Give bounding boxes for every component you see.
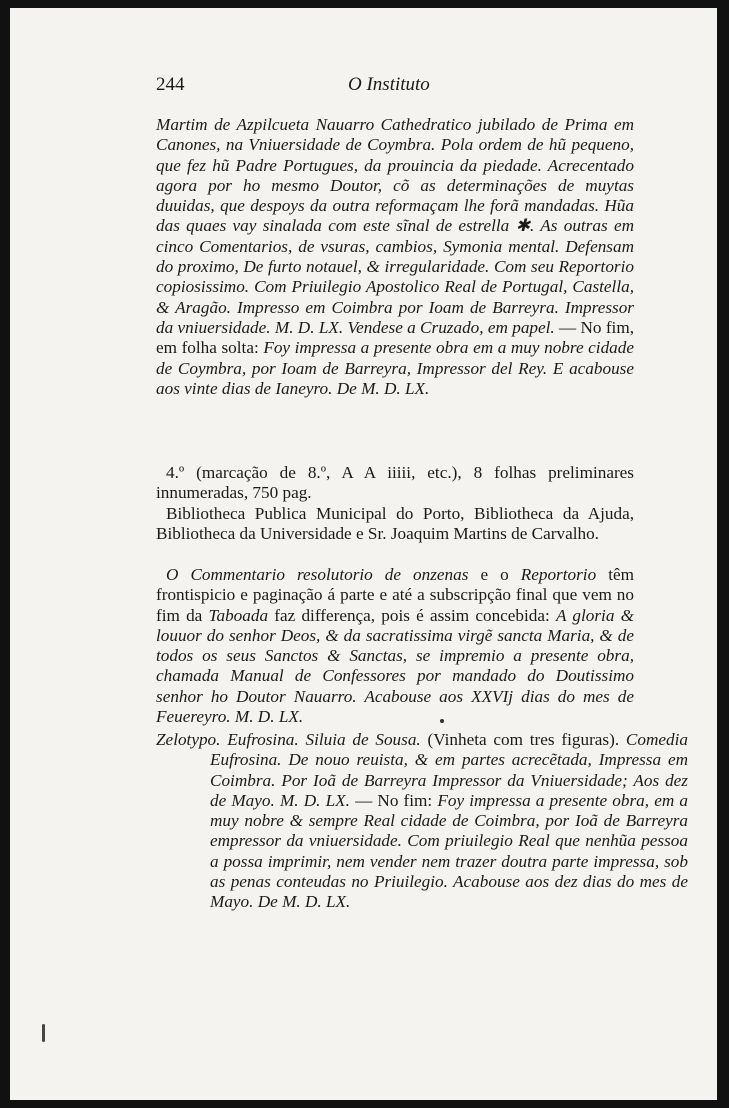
libraries-paragraph: Bibliotheca Publica Municipal do Porto, Bibliotheca da Ajuda, Bibliotheca da Universidade e Sr. Joaquim Martins de Carvalho. (156, 504, 634, 544)
margin-mark (42, 1024, 45, 1042)
separator-dot (440, 719, 444, 723)
entry-colophon-text: Foy impressa a presente obra em a muy nobre cidade de Coymbra, por Ioam de Barreyra, Impressor del Rey. E acabouse aos vinte dias de Ianeyro. De M. D. LX. (156, 338, 634, 398)
note-text: faz differença, pois é assim concebida: (268, 605, 556, 625)
note-text: têm frontispicio e paginação á parte e até a subscripção final que vem no fim da (156, 565, 634, 625)
entry-continuation (156, 115, 634, 399)
note-quotation: A gloria & louuor do senhor Deos, & da sacratissima virgẽ sancta Maria, & de todos os seus Sanctos & Sanctas, se impremio a presente obra, chamada Manual de Confessores por mandado do Doutissimo senhor ho Doutor Nauarro. Acabouse aos XXVIj dias do mes de Feuereyro. M. D. LX. (156, 605, 634, 727)
note-reportorio: Reportorio (520, 565, 597, 584)
note-taboada: Taboada (208, 605, 269, 625)
format-description: 4.º (marcação de 8.º, A A iiiii, etc.), 8 folhas preliminares innumeradas, 750 pag. (156, 463, 634, 503)
note-title: O Commentario resolutorio de onzenas (166, 565, 469, 584)
entry-vignette-note: (Vinheta com tres figuras). (420, 730, 626, 749)
entry-colophon-text: Foy impressa a presente obra, em a muy nobre & sempre Real cidade de Coimbra, por Ioã de Barreyra empressor da vniuersidade. Com priuilegio Real que nenhũa pessoa a possa imprimir, nem vender nem trazer doutra parte impressa, sob as penas conteudas no Priuilegio. Acabouse aos dez dias do mes de Mayo. De M. D. LX. (210, 790, 688, 912)
entry-colophon-intro: — No fim, em folha solta: (156, 317, 635, 358)
entry-title-page: Comedia Eufrosina. De nouo reuista, & em partes acrecẽtada, Impressa em Coimbra. Por Ioã de Barreyra Impressor da Vniuersidade; Aos dez de Mayo. M. D. LX. (210, 730, 688, 810)
entry-title-text: Martim de Azpilcueta Nauarro Cathedratico jubilado de Prima em Canones, na Vniuersidade de Coymbra. Pola ordem de hũ pequeno, que fez hũ Padre Portugues, da prouincia da piedade. Acrecentado agora por ho mesmo Doutor, cõ as determinações de muytas duuidas, que despoys da outra reformaçam lhe forã mandadas. Hũa das quaes vay sinalada com este sĩnal de estrella ✱. As outras em cinco Comentarios, de vsuras, cambios, Symonia mental. Defensam do proximo, De furto notauel, & irregularidade. Com seu Reportorio copiosissimo. Com Priuilegio Apostolico Real de Portugal, Castella, & Aragão. Impresso em Coimbra por Ioam de Barreyra. Impressor da vniuersidade. M. D. LX. Vendese a Cruzado, em papel. (156, 115, 634, 337)
entry-colophon-intro: — No fim: (349, 790, 438, 810)
page-header (156, 74, 621, 98)
book-page (10, 8, 717, 1100)
bibliographic-note (156, 565, 634, 727)
page-number: 244 (156, 74, 185, 95)
entry-heading: Zelotypo. Eufrosina. Siluia de Sousa. (156, 730, 421, 749)
entry-zelotypo (156, 730, 688, 913)
running-title: O Instituto (348, 74, 430, 95)
note-text: e o (468, 565, 521, 584)
